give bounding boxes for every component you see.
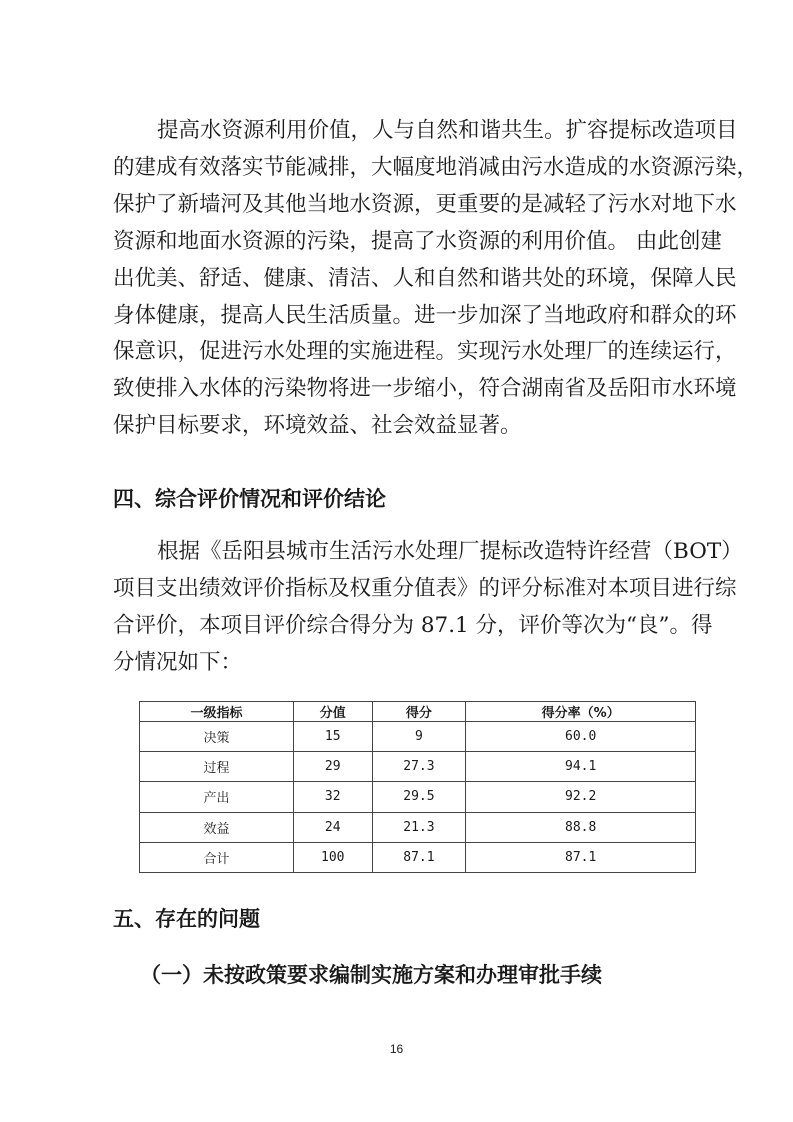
cell-score: 27.3 [372, 752, 466, 782]
cell-score-rate: 92.2 [466, 782, 696, 812]
cell-score: 21.3 [372, 812, 466, 842]
cell-score: 87.1 [372, 842, 466, 872]
text-line: 致使排入水体的污染物将进一步缩小，符合湖南省及岳阳市水环境 [113, 376, 737, 402]
text-line: 提高水资源利用价值，人与自然和谐共生。扩容提标改造项目 [157, 118, 738, 143]
cell-weight: 32 [294, 782, 372, 812]
section-heading-evaluation: 四、综合评价情况和评价结论 [113, 487, 386, 511]
text-line: 保意识，促进污水处理的实施进程。实现污水处理厂的连续运行， [113, 339, 737, 365]
cell-indicator: 合计 [140, 842, 294, 872]
section-heading-problems: 五、存在的问题 [113, 907, 260, 931]
cell-weight: 24 [294, 812, 372, 842]
table-row [140, 752, 696, 782]
cell-indicator: 效益 [140, 812, 294, 842]
cell-indicator: 产出 [140, 782, 294, 812]
cell-weight: 29 [294, 752, 372, 782]
table-row-total [140, 842, 696, 872]
header-weight: 分值 [294, 702, 372, 722]
table-row [140, 782, 696, 812]
text-line: 合评价，本项目评价综合得分为 87.1 分，评价等次为“良”。得 [113, 612, 713, 638]
table-row [140, 812, 696, 842]
text-line: 分情况如下： [113, 649, 243, 675]
score-table [139, 701, 696, 873]
table-header-row [140, 702, 696, 722]
text-line: 根据《岳阳县城市生活污水处理厂提标改造特许经营（BOT） [157, 539, 743, 564]
text-line: 保护目标要求，环境效益、社会效益显著。 [113, 413, 522, 439]
text-line: 资源和地面水资源的污染，提高了水资源的利用价值。 由此创建 [113, 228, 722, 254]
cell-score: 9 [372, 722, 466, 752]
cell-indicator: 过程 [140, 752, 294, 782]
header-score-rate: 得分率（%） [466, 702, 696, 722]
cell-score-rate: 60.0 [466, 722, 696, 752]
text-line: 保护了新墙河及其他当地水资源，更重要的是减轻了污水对地下水 [113, 191, 737, 217]
cell-weight: 15 [294, 722, 372, 752]
cell-weight: 100 [294, 842, 372, 872]
cell-score-rate: 87.1 [466, 842, 696, 872]
subsection-heading: （一）未按政策要求编制实施方案和办理审批手续 [140, 962, 602, 987]
text-line: 身体健康，提高人民生活质量。进一步加深了当地政府和群众的环 [113, 302, 737, 328]
cell-score: 29.5 [372, 782, 466, 812]
cell-score-rate: 88.8 [466, 812, 696, 842]
text-line: 的建成有效落实节能减排，大幅度地消减由污水造成的水资源污染， [113, 154, 759, 180]
cell-score-rate: 94.1 [466, 752, 696, 782]
page-number: 16 [389, 1042, 404, 1056]
text-line: 项目支出绩效评价指标及权重分值表》的评分标准对本项目进行综 [113, 575, 737, 601]
cell-indicator: 决策 [140, 722, 294, 752]
text-line: 出优美、舒适、健康、清洁、人和自然和谐共处的环境，保障人民 [113, 265, 737, 291]
paragraph-evaluation [113, 534, 743, 682]
header-indicator: 一级指标 [140, 702, 294, 722]
table-row [140, 722, 696, 752]
paragraph-benefits [113, 113, 759, 445]
header-score: 得分 [372, 702, 466, 722]
